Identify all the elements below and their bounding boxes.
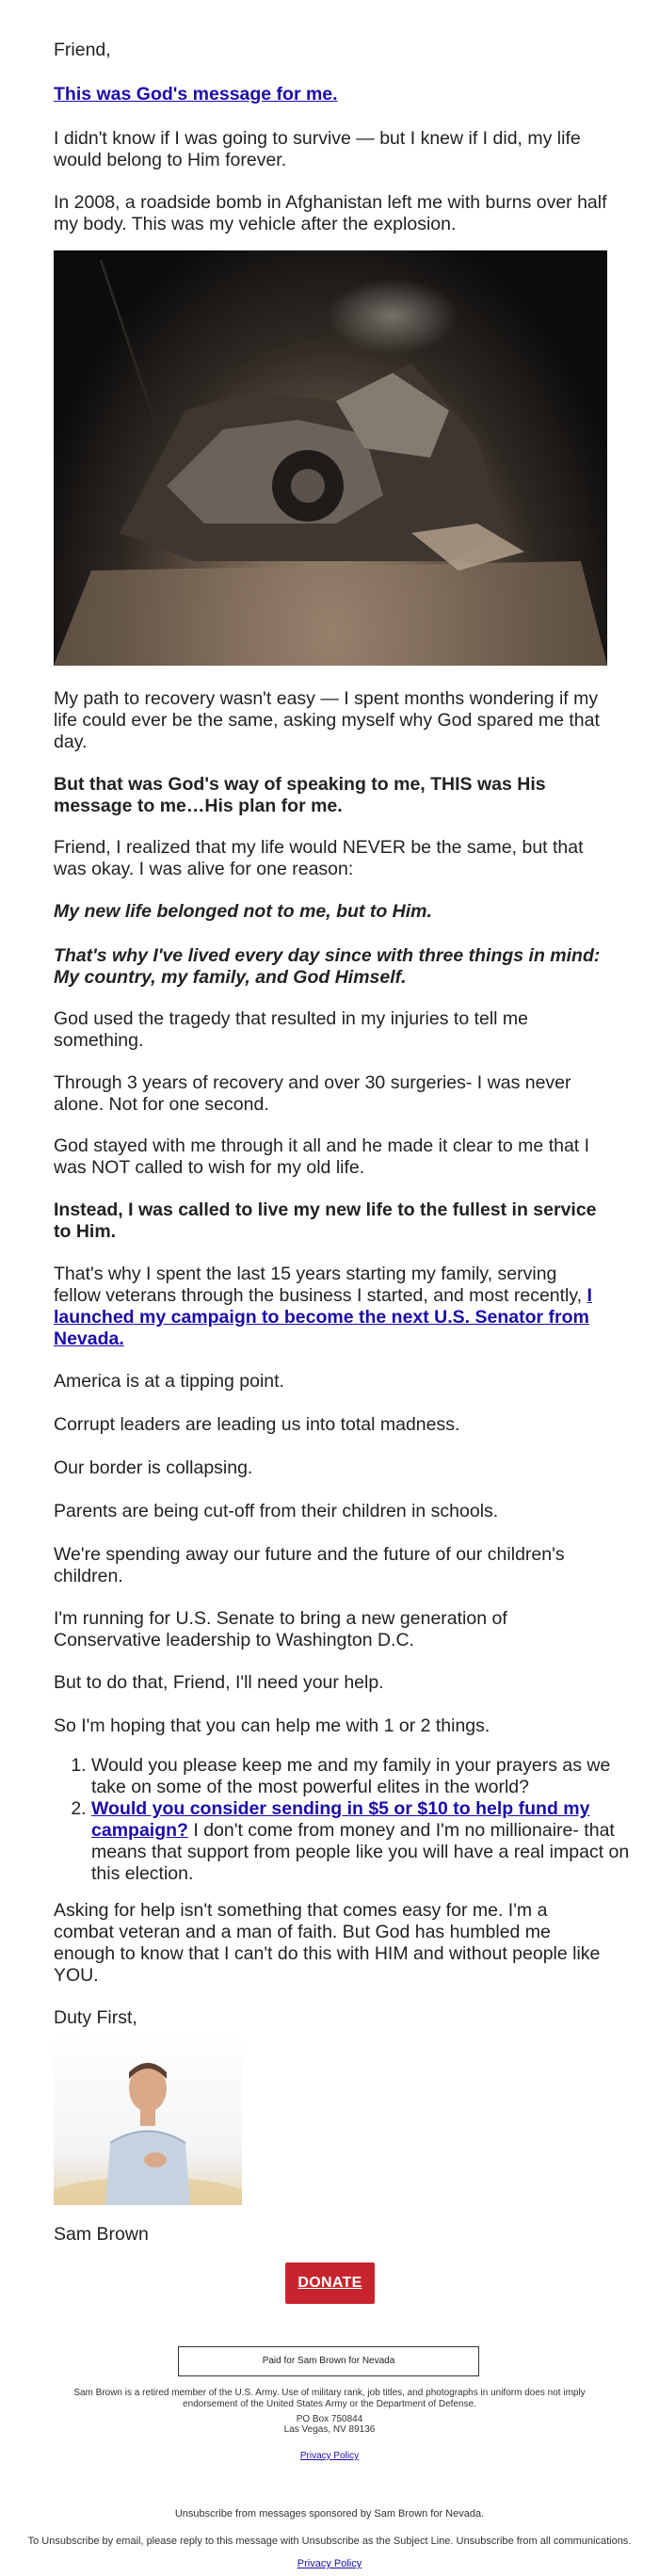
paragraph: But to do that, Friend, I'll need your help. (54, 1672, 384, 1693)
paragraph: In 2008, a roadside bomb in Afghanistan left me with burns over half my body. This was my vehicle after the explosion. (54, 192, 607, 234)
paragraph-bold-italic: That's why I've lived every day since with three things in mind: My country, my family, and God Himself. (54, 945, 601, 988)
disclaimer: Sam Brown is a retired member of the U.S. Army. Use of military rank, job titles, and photographs in uniform does not imply endorsement of the United States Army or the Department of Defense. (73, 2388, 586, 2409)
paragraph: Friend, I realized that my life would NEVER be the same, but that was okay. I was alive for one reason: (54, 837, 584, 879)
vehicle-wreck-illustration (54, 250, 607, 666)
paragraph-with-link (54, 1264, 607, 1350)
paragraph: I'm running for U.S. Senate to bring a new generation of Conservative leadership to Washington D.C. (54, 1608, 507, 1650)
salutation: Friend, (54, 40, 111, 60)
campaign-link[interactable]: I launched my campaign to become the next U.S. Senator from Nevada. (54, 1285, 592, 1349)
donate-button[interactable]: DONATE (285, 2262, 375, 2304)
privacy-policy-link-bottom[interactable]: Privacy Policy (297, 2558, 362, 2569)
paragraph: I didn't know if I was going to survive — but I knew if I did, my life would belong to Him forever. (54, 128, 581, 170)
candidate-illustration (54, 2030, 242, 2205)
candidate-photo (54, 2030, 242, 2205)
headline-paragraph (54, 84, 607, 105)
privacy-policy-link[interactable]: Privacy Policy (299, 2451, 360, 2461)
paragraph: Through 3 years of recovery and over 30 surgeries- I was never alone. Not for one second. (54, 1072, 571, 1115)
paragraph-text: That's why I spent the last 15 years starting my family, serving fellow veterans through the business I started, and most recently, (54, 1264, 583, 1306)
paragraph: God stayed with me through it all and he made it clear to me that I was NOT called to wish for my old life. (54, 1135, 590, 1178)
vehicle-explosion-photo (54, 250, 607, 666)
paragraph: My path to recovery wasn't easy — I spent months wondering if my life could ever be the same, asking myself why God spared me that day. (54, 688, 600, 752)
privacy-line (0, 2451, 659, 2462)
paid-for-box: Paid for Sam Brown for Nevada (178, 2346, 479, 2376)
headline-link[interactable]: This was God's message for me. (54, 84, 338, 105)
paragraph: Asking for help isn't something that comes easy for me. I'm a combat veteran and a man of faith. But God has humbled me enough to know that I can't do this with HIM and without people like YOU. (54, 1900, 601, 1986)
unsubscribe-email-line: To Unsubscribe by email, please reply to this message with Unsubscribe as the Subject Line. Unsubscribe from all communications. (27, 2536, 632, 2547)
po-box: PO Box 750844 (296, 2414, 363, 2424)
paragraph: God used the tragedy that resulted in my injuries to tell me something. (54, 1008, 529, 1051)
list-item-text: I don't come from money and I'm no millionaire- that means that support from people like you will have a real impact on this election. (91, 1820, 630, 1884)
list-item: 1. Would you please keep me and my family in your prayers as we take on some of the most powerful elites in the world? (91, 1755, 645, 1798)
paragraph: Our border is collapsing. (54, 1457, 253, 1478)
paragraph: Corrupt leaders are leading us into total madness. (54, 1414, 460, 1435)
paragraph: So I'm hoping that you can help me with 1 or 2 things. (54, 1715, 490, 1736)
unsubscribe-line: Unsubscribe from messages sponsored by Sam Brown for Nevada. (174, 2508, 485, 2520)
signoff: Duty First, (54, 2007, 137, 2028)
signature: Sam Brown (54, 2224, 149, 2245)
paragraph-bold: Instead, I was called to live my new life to the fullest in service to Him. (54, 1199, 597, 1242)
donate-text-link[interactable]: Would you consider sending in $5 or $10 to help fund my campaign? (91, 1798, 590, 1841)
paragraph: America is at a tipping point. (54, 1371, 284, 1392)
paragraph: We're spending away our future and the future of our children's children. (54, 1544, 565, 1586)
privacy-line-bottom (0, 2558, 659, 2569)
help-list (54, 1755, 645, 1885)
paragraph-bold-italic: My new life belonged not to me, but to Him. (54, 901, 432, 922)
paragraph-bold: But that was God's way of speaking to me, THIS was His message to me…His plan for me. (54, 774, 546, 816)
list-item (91, 1798, 645, 1885)
city-address: Las Vegas, NV 89136 (283, 2424, 376, 2435)
paragraph: Parents are being cut-off from their children in schools. (54, 1501, 499, 1521)
